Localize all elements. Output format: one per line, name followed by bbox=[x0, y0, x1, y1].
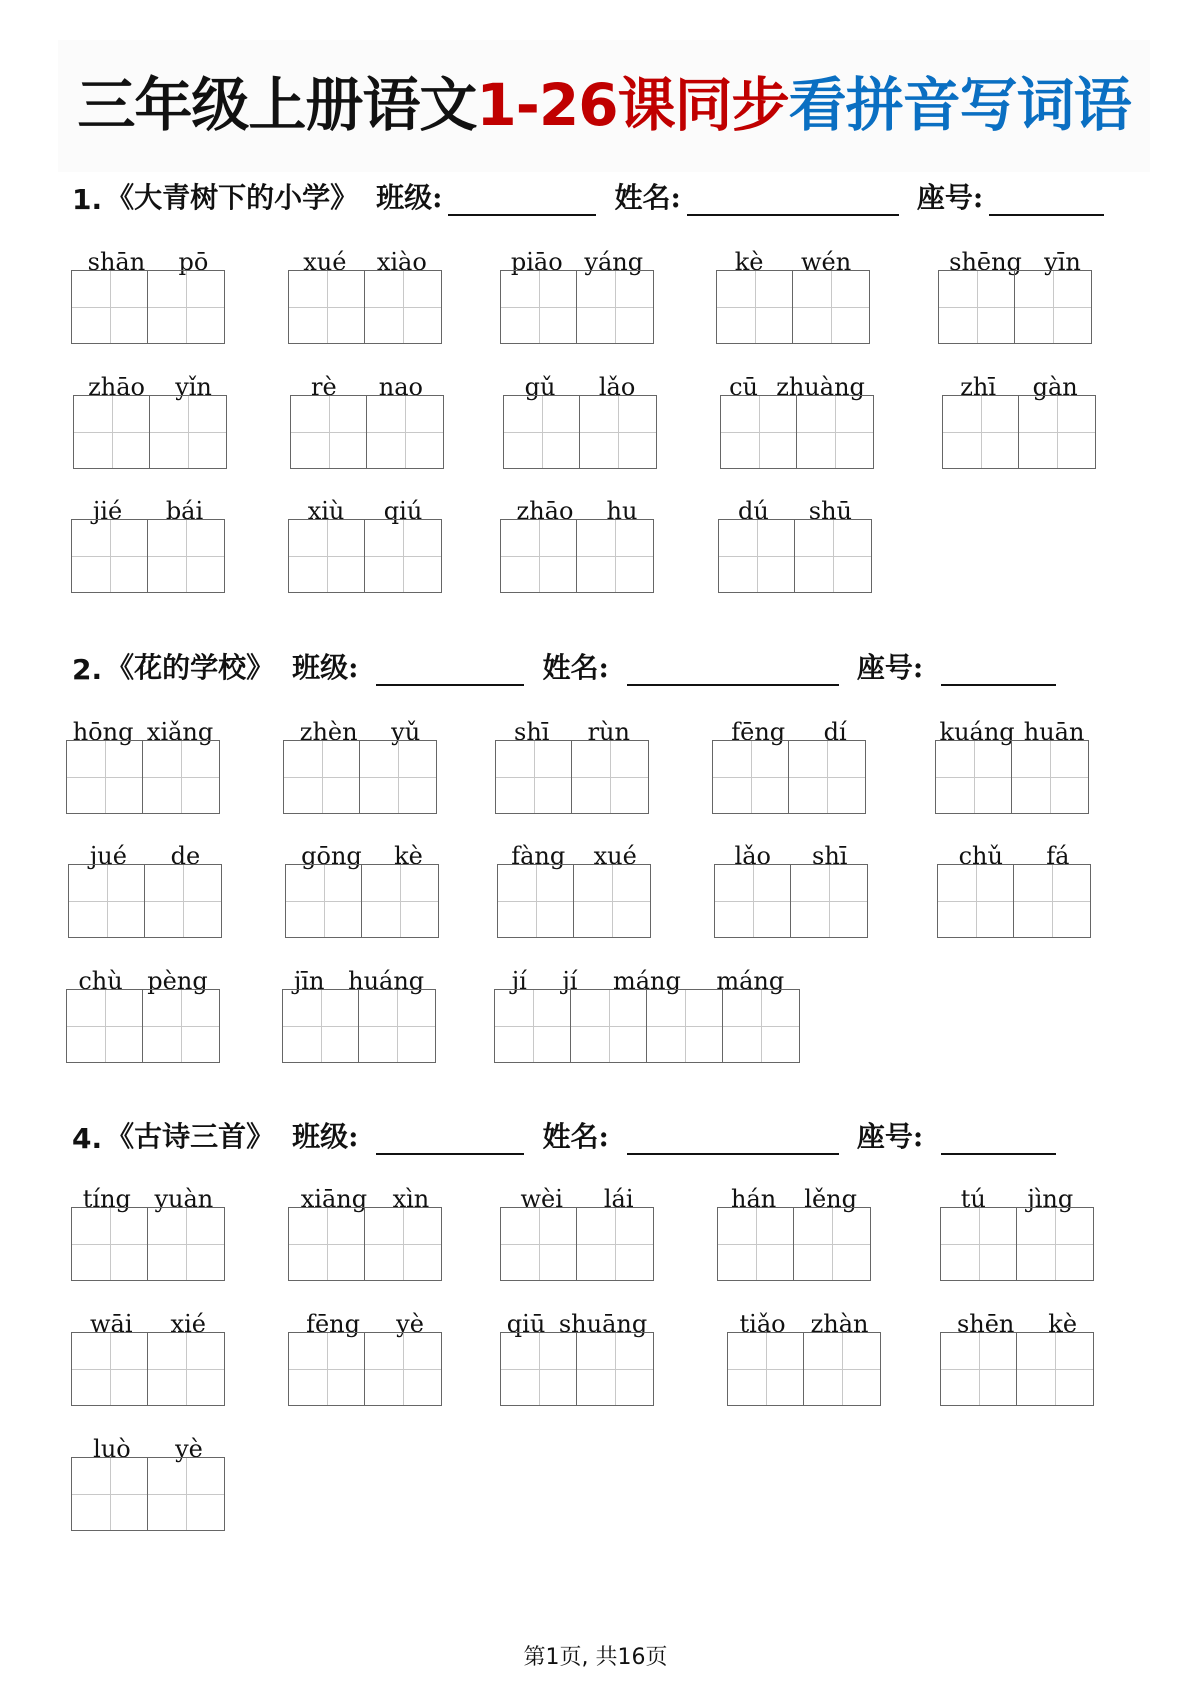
pinyin-syllable: zhuàng bbox=[776, 373, 865, 401]
pinyin-syllable: huáng bbox=[348, 967, 425, 995]
char-box[interactable] bbox=[577, 1208, 653, 1280]
char-box[interactable] bbox=[365, 520, 441, 592]
title-task-part: 看拼音写词语 bbox=[788, 71, 1131, 139]
char-box[interactable] bbox=[360, 741, 436, 813]
name-blank[interactable] bbox=[627, 1123, 839, 1155]
pinyin-syllable: tiǎo bbox=[739, 1310, 786, 1338]
pinyin-syllable: dú bbox=[737, 497, 769, 525]
pinyin-syllable: chǔ bbox=[958, 842, 1003, 870]
writing-grid[interactable] bbox=[285, 864, 439, 938]
pinyin-syllable: yǔ bbox=[391, 718, 421, 746]
char-box[interactable] bbox=[791, 865, 867, 937]
pinyin-syllable: kè bbox=[734, 248, 764, 276]
section-header-4 bbox=[72, 1115, 1056, 1155]
char-box[interactable] bbox=[795, 520, 871, 592]
pinyin-syllable: yè bbox=[175, 1435, 203, 1463]
pinyin-syllable: nao bbox=[378, 373, 423, 401]
char-box[interactable] bbox=[580, 396, 656, 468]
writing-grid[interactable] bbox=[720, 395, 874, 469]
pinyin-syllable: hōng bbox=[72, 718, 134, 746]
writing-grid[interactable] bbox=[71, 270, 225, 344]
writing-grid[interactable] bbox=[500, 1207, 654, 1281]
char-box[interactable] bbox=[717, 271, 793, 343]
pinyin-syllable: qiū bbox=[506, 1310, 546, 1338]
char-box[interactable] bbox=[936, 741, 1012, 813]
writing-grid[interactable] bbox=[68, 864, 222, 938]
pinyin-syllable: shī bbox=[514, 718, 550, 746]
pinyin-syllable: yuàn bbox=[154, 1185, 214, 1213]
writing-grid[interactable] bbox=[712, 740, 866, 814]
pinyin-syllable: jīn bbox=[293, 967, 325, 995]
char-box[interactable] bbox=[148, 520, 224, 592]
char-box[interactable] bbox=[501, 271, 577, 343]
writing-grid[interactable] bbox=[718, 519, 872, 593]
char-box[interactable] bbox=[718, 1208, 794, 1280]
writing-grid[interactable] bbox=[500, 270, 654, 344]
char-box[interactable] bbox=[69, 865, 145, 937]
pinyin-syllable: kè bbox=[394, 842, 423, 870]
pinyin-syllable: shī bbox=[812, 842, 848, 870]
char-box[interactable] bbox=[145, 865, 221, 937]
char-box[interactable] bbox=[577, 271, 653, 343]
char-box[interactable] bbox=[148, 1458, 224, 1530]
class-label: 班级: bbox=[376, 181, 443, 214]
pinyin-syllable: jié bbox=[92, 497, 123, 525]
char-box[interactable] bbox=[72, 1208, 148, 1280]
class-label: 班级: bbox=[292, 651, 359, 684]
pinyin-syllable: jí bbox=[562, 967, 578, 995]
pinyin-syllable: shān bbox=[87, 248, 146, 276]
char-box[interactable] bbox=[365, 271, 441, 343]
pinyin-syllable: lěng bbox=[804, 1185, 857, 1213]
pinyin-syllable: lǎo bbox=[598, 373, 636, 401]
char-box[interactable] bbox=[286, 865, 362, 937]
char-box[interactable] bbox=[367, 396, 443, 468]
pinyin-syllable: hán bbox=[731, 1185, 777, 1213]
pinyin-syllable: zhèn bbox=[299, 718, 358, 746]
char-box[interactable] bbox=[289, 1333, 365, 1405]
char-box[interactable] bbox=[74, 396, 150, 468]
name-label: 姓名: bbox=[614, 181, 681, 214]
char-box[interactable] bbox=[713, 741, 789, 813]
writing-grid[interactable] bbox=[935, 740, 1089, 814]
pinyin-syllable: gàn bbox=[1032, 373, 1078, 401]
pinyin-syllable: xué bbox=[303, 248, 347, 276]
pinyin-syllable: zhāo bbox=[516, 497, 574, 525]
pinyin-syllable: pō bbox=[178, 248, 209, 276]
char-box[interactable] bbox=[572, 741, 648, 813]
char-box[interactable] bbox=[67, 741, 143, 813]
writing-grid[interactable] bbox=[283, 740, 437, 814]
char-box[interactable] bbox=[941, 1208, 1017, 1280]
writing-grid[interactable] bbox=[717, 1207, 871, 1281]
pinyin-syllable: tú bbox=[960, 1185, 986, 1213]
pinyin-syllable: fēng bbox=[306, 1310, 360, 1338]
pinyin-syllable: zhī bbox=[960, 373, 997, 401]
writing-grid[interactable] bbox=[73, 395, 227, 469]
name-label: 姓名: bbox=[542, 1120, 609, 1153]
char-box[interactable] bbox=[148, 1208, 224, 1280]
char-box[interactable] bbox=[501, 1333, 577, 1405]
char-box[interactable] bbox=[715, 865, 791, 937]
pinyin-syllable: zhāo bbox=[88, 373, 145, 401]
char-box[interactable] bbox=[148, 271, 224, 343]
pinyin-syllable: yǐn bbox=[175, 373, 212, 401]
pinyin-syllable: kè bbox=[1048, 1310, 1078, 1338]
char-box[interactable] bbox=[943, 396, 1019, 468]
pinyin-syllable: fàng bbox=[511, 842, 566, 870]
char-box[interactable] bbox=[289, 1208, 365, 1280]
writing-grid[interactable] bbox=[66, 740, 220, 814]
char-box[interactable] bbox=[721, 396, 797, 468]
writing-grid[interactable] bbox=[288, 1207, 442, 1281]
pinyin-syllable: luò bbox=[93, 1435, 131, 1463]
writing-grid[interactable] bbox=[942, 395, 1096, 469]
pinyin-syllable: tíng bbox=[82, 1185, 131, 1213]
pinyin-syllable: gōng bbox=[301, 842, 362, 870]
char-box[interactable] bbox=[1017, 1208, 1093, 1280]
char-box[interactable] bbox=[789, 741, 865, 813]
lesson-title: 《古诗三首》 bbox=[106, 1120, 275, 1153]
pinyin-syllable: wèi bbox=[520, 1185, 563, 1213]
char-box[interactable] bbox=[150, 396, 226, 468]
pinyin-syllable: wāi bbox=[90, 1310, 133, 1338]
char-box[interactable] bbox=[143, 741, 219, 813]
page-indicator: 第1页, 共16页 bbox=[523, 1645, 668, 1670]
seat-blank[interactable] bbox=[941, 1123, 1056, 1155]
char-box[interactable] bbox=[498, 865, 574, 937]
pinyin-syllable: wén bbox=[801, 248, 852, 276]
pinyin-syllable: jí bbox=[511, 967, 527, 995]
char-box[interactable] bbox=[1019, 396, 1095, 468]
writing-grid[interactable] bbox=[937, 864, 1091, 938]
writing-grid[interactable] bbox=[71, 1332, 225, 1406]
char-box[interactable] bbox=[577, 520, 653, 592]
char-box[interactable] bbox=[577, 1333, 653, 1405]
writing-grid[interactable] bbox=[714, 864, 868, 938]
pinyin-syllable: cū bbox=[729, 373, 758, 401]
name-blank[interactable] bbox=[687, 184, 899, 216]
pinyin-syllable: pèng bbox=[147, 967, 208, 995]
char-box[interactable] bbox=[938, 865, 1014, 937]
writing-grid[interactable] bbox=[494, 989, 800, 1063]
char-box[interactable] bbox=[148, 1333, 224, 1405]
char-box[interactable] bbox=[723, 990, 799, 1062]
seat-label: 座号: bbox=[856, 651, 924, 684]
char-box[interactable] bbox=[501, 520, 577, 592]
char-box[interactable] bbox=[804, 1333, 880, 1405]
pinyin-syllable: jìng bbox=[1027, 1185, 1074, 1213]
seat-blank[interactable] bbox=[941, 654, 1056, 686]
lesson-title: 《大青树下的小学》 bbox=[106, 181, 359, 214]
writing-grid[interactable] bbox=[71, 1207, 225, 1281]
char-box[interactable] bbox=[284, 741, 360, 813]
pinyin-syllable: fá bbox=[1046, 842, 1070, 870]
writing-grid[interactable] bbox=[282, 989, 436, 1063]
pinyin-syllable: xié bbox=[170, 1310, 206, 1338]
class-blank[interactable] bbox=[376, 1123, 524, 1155]
writing-grid[interactable] bbox=[497, 864, 651, 938]
writing-grid[interactable] bbox=[716, 270, 870, 344]
char-box[interactable] bbox=[495, 990, 571, 1062]
writing-grid[interactable] bbox=[727, 1332, 881, 1406]
section-header-1 bbox=[72, 176, 1104, 216]
writing-grid[interactable] bbox=[495, 740, 649, 814]
char-box[interactable] bbox=[1015, 271, 1091, 343]
pinyin-syllable: yīn bbox=[1044, 248, 1081, 276]
page-title bbox=[58, 70, 1150, 140]
title-lessons-part: 1-26课同步 bbox=[476, 71, 789, 139]
section-number: 2. bbox=[72, 653, 103, 686]
pinyin-syllable: lǎo bbox=[734, 842, 771, 870]
char-box[interactable] bbox=[719, 520, 795, 592]
pinyin-syllable: de bbox=[170, 842, 201, 870]
char-box[interactable] bbox=[67, 990, 143, 1062]
title-banner bbox=[58, 40, 1150, 172]
writing-grid[interactable] bbox=[290, 395, 444, 469]
writing-grid[interactable] bbox=[66, 989, 220, 1063]
writing-grid[interactable] bbox=[938, 270, 1092, 344]
char-box[interactable] bbox=[291, 396, 367, 468]
char-box[interactable] bbox=[1014, 865, 1090, 937]
pinyin-syllable: kuáng bbox=[939, 718, 1015, 746]
pinyin-syllable: xiǎng bbox=[146, 718, 214, 746]
char-box[interactable] bbox=[794, 1208, 870, 1280]
char-box[interactable] bbox=[1017, 1333, 1093, 1405]
writing-grid[interactable] bbox=[71, 1457, 225, 1531]
pinyin-syllable: shēn bbox=[956, 1310, 1015, 1338]
char-box[interactable] bbox=[72, 271, 148, 343]
char-box[interactable] bbox=[359, 990, 435, 1062]
pinyin-syllable: shēng bbox=[949, 248, 1022, 276]
char-box[interactable] bbox=[283, 990, 359, 1062]
seat-blank[interactable] bbox=[989, 184, 1104, 216]
writing-grid[interactable] bbox=[288, 1332, 442, 1406]
char-box[interactable] bbox=[793, 271, 869, 343]
char-box[interactable] bbox=[496, 741, 572, 813]
char-box[interactable] bbox=[143, 990, 219, 1062]
class-blank[interactable] bbox=[448, 184, 596, 216]
pinyin-syllable: piāo bbox=[510, 248, 563, 276]
pinyin-syllable: lái bbox=[603, 1185, 634, 1213]
pinyin-syllable: xué bbox=[593, 842, 637, 870]
char-box[interactable] bbox=[941, 1333, 1017, 1405]
pinyin-syllable: máng bbox=[612, 967, 681, 995]
pinyin-syllable: xiào bbox=[376, 248, 427, 276]
char-box[interactable] bbox=[647, 990, 723, 1062]
writing-grid[interactable] bbox=[500, 519, 654, 593]
pinyin-syllable: xiāng bbox=[300, 1185, 368, 1213]
char-box[interactable] bbox=[939, 271, 1015, 343]
char-box[interactable] bbox=[289, 271, 365, 343]
char-box[interactable] bbox=[728, 1333, 804, 1405]
title-grade-part: 三年级上册语文 bbox=[77, 71, 477, 139]
pinyin-syllable: gǔ bbox=[524, 373, 556, 401]
char-box[interactable] bbox=[574, 865, 650, 937]
pinyin-syllable: rè bbox=[311, 373, 337, 401]
pinyin-syllable: fēng bbox=[731, 718, 786, 746]
pinyin-syllable: máng bbox=[716, 967, 785, 995]
section-number: 1. bbox=[72, 183, 103, 216]
pinyin-syllable: chù bbox=[78, 967, 123, 995]
pinyin-syllable: xìn bbox=[392, 1185, 430, 1213]
pinyin-syllable: shū bbox=[808, 497, 853, 525]
pinyin-syllable: shuāng bbox=[558, 1310, 648, 1338]
pinyin-syllable: yè bbox=[396, 1310, 424, 1338]
class-blank[interactable] bbox=[376, 654, 524, 686]
char-box[interactable] bbox=[365, 1333, 441, 1405]
lesson-title: 《花的学校》 bbox=[106, 651, 275, 684]
pinyin-syllable: zhàn bbox=[810, 1310, 869, 1338]
char-box[interactable] bbox=[501, 1208, 577, 1280]
writing-grid[interactable] bbox=[288, 519, 442, 593]
pinyin-syllable: rùn bbox=[587, 718, 630, 746]
char-box[interactable] bbox=[504, 396, 580, 468]
pinyin-syllable: bái bbox=[165, 497, 204, 525]
char-box[interactable] bbox=[797, 396, 873, 468]
char-box[interactable] bbox=[72, 520, 148, 592]
pinyin-syllable: dí bbox=[823, 718, 847, 746]
writing-grid[interactable] bbox=[500, 1332, 654, 1406]
pinyin-syllable: jué bbox=[89, 842, 127, 870]
char-box[interactable] bbox=[365, 1208, 441, 1280]
char-box[interactable] bbox=[72, 1333, 148, 1405]
writing-grid[interactable] bbox=[503, 395, 657, 469]
pinyin-syllable: huān bbox=[1023, 718, 1085, 746]
writing-grid[interactable] bbox=[940, 1207, 1094, 1281]
pinyin-syllable: hu bbox=[606, 497, 638, 525]
char-box[interactable] bbox=[1012, 741, 1088, 813]
seat-label: 座号: bbox=[916, 181, 984, 214]
section-header-2 bbox=[72, 646, 1056, 686]
char-box[interactable] bbox=[72, 1458, 148, 1530]
pinyin-syllable: qiú bbox=[383, 497, 423, 525]
seat-label: 座号: bbox=[856, 1120, 924, 1153]
name-blank[interactable] bbox=[627, 654, 839, 686]
section-number: 4. bbox=[72, 1122, 103, 1155]
char-box[interactable] bbox=[289, 520, 365, 592]
writing-grid[interactable] bbox=[288, 270, 442, 344]
name-label: 姓名: bbox=[542, 651, 609, 684]
char-box[interactable] bbox=[362, 865, 438, 937]
writing-grid[interactable] bbox=[940, 1332, 1094, 1406]
pinyin-syllable: yáng bbox=[584, 248, 644, 276]
class-label: 班级: bbox=[292, 1120, 359, 1153]
writing-grid[interactable] bbox=[71, 519, 225, 593]
pinyin-syllable: xiù bbox=[307, 497, 345, 525]
char-box[interactable] bbox=[571, 990, 647, 1062]
